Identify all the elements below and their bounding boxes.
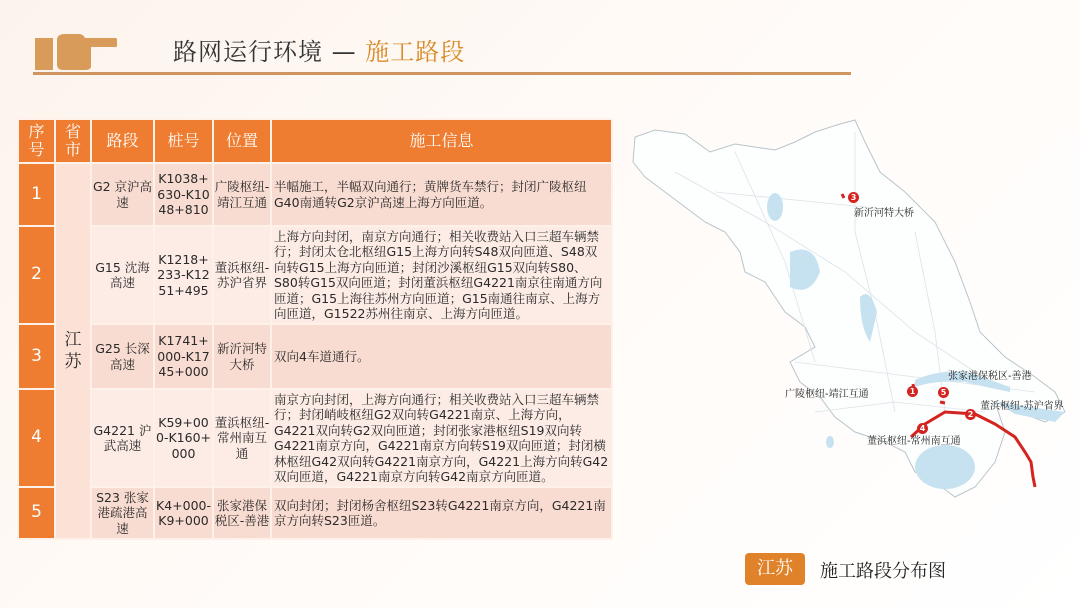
road-cell: G2 京沪高速 xyxy=(91,163,154,226)
province-cell: 江苏 xyxy=(55,163,91,539)
info-cell: 半幅施工，半幅双向通行；黄牌货车禁行；封闭广陵枢纽G40南通转G2京沪高速上海方向匝道。 xyxy=(271,163,612,226)
title-separator: — xyxy=(323,38,366,66)
row-index: 3 xyxy=(18,324,55,389)
col-header-road: 路段 xyxy=(91,119,154,163)
stake-cell: K59+000-K160+000 xyxy=(154,389,213,487)
jiangsu-map xyxy=(615,112,1080,512)
table-header-row xyxy=(18,119,612,163)
marker-3-pin[interactable]: 3 xyxy=(848,192,859,203)
stake-cell: K1218+233-K1251+495 xyxy=(154,226,213,324)
table-row xyxy=(18,163,612,226)
info-cell: 双向封闭；封闭杨舍枢纽S23转G4221南京方向，G4221南京方向转S23匝道。 xyxy=(271,487,612,539)
row-index: 5 xyxy=(18,487,55,539)
map-caption: 施工路段分布图 xyxy=(820,561,946,582)
province-badge: 江苏 xyxy=(745,553,805,585)
marker-2-pin[interactable]: 2 xyxy=(965,409,976,420)
col-header-province: 省市 xyxy=(55,119,91,163)
row-index: 2 xyxy=(18,226,55,324)
title-main: 路网运行环境 xyxy=(173,38,323,66)
road-cell: G15 沈海高速 xyxy=(91,226,154,324)
road-cell: G4221 沪武高速 xyxy=(91,389,154,487)
marker-2-label: 董浜枢纽-苏沪省界 xyxy=(980,401,1064,412)
location-cell: 董浜枢纽-常州南互通 xyxy=(213,389,271,487)
table-row xyxy=(18,324,612,389)
info-cell: 双向4车道通行。 xyxy=(271,324,612,389)
marker-1-pin[interactable]: 1 xyxy=(907,386,918,397)
marker-5-label: 张家港保税区-善港 xyxy=(948,371,1032,382)
marker-1-label: 广陵枢纽-靖江互通 xyxy=(785,389,869,400)
title-accent: 施工路段 xyxy=(365,38,466,66)
stake-cell: K1038+630-K1048+810 xyxy=(154,163,213,226)
province-outline xyxy=(615,112,1080,512)
construction-table xyxy=(17,118,613,540)
col-header-index: 序号 xyxy=(18,119,55,163)
stake-cell: K1741+000-K1745+000 xyxy=(154,324,213,389)
table-row xyxy=(18,487,612,539)
marker-3-label: 新沂河特大桥 xyxy=(854,208,914,219)
row-index: 1 xyxy=(18,163,55,226)
location-cell: 广陵枢纽-靖江互通 xyxy=(213,163,271,226)
stake-cell: K4+000-K9+000 xyxy=(154,487,213,539)
info-cell: 上海方向封闭，南京方向通行；相关收费站入口三超车辆禁行；封闭太仓北枢纽G15上海方向转S48双向匝道、S48双向转G15上海方向匝道；封闭沙溪枢纽G15双向转S80、S80转G15双向匝道；封闭董浜枢纽G4221南京往南通方向匝道；G15上海往苏州方向匝道；G15南通往南京、上海方向匝道，G1522苏州往南京、上海方向匝道。 xyxy=(271,226,612,324)
col-header-stake: 桩号 xyxy=(154,119,213,163)
page-title xyxy=(173,32,465,67)
location-cell: 新沂河特大桥 xyxy=(213,324,271,389)
col-header-location: 位置 xyxy=(213,119,271,163)
row-index: 4 xyxy=(18,389,55,487)
marker-5-pin[interactable]: 5 xyxy=(938,387,949,398)
route-s23 xyxy=(940,402,945,403)
table-row xyxy=(18,389,612,487)
route-g25 xyxy=(842,194,844,198)
marker-4-pin[interactable]: 4 xyxy=(917,423,928,434)
header-divider xyxy=(33,72,851,75)
road-cell: S23 张家港疏港高速 xyxy=(91,487,154,539)
table-row xyxy=(18,226,612,324)
pointing-hand-icon xyxy=(35,32,117,70)
marker-4-label: 董浜枢纽-常州南互通 xyxy=(867,436,961,447)
location-cell: 张家港保税区-善港 xyxy=(213,487,271,539)
location-cell: 董浜枢纽-苏沪省界 xyxy=(213,226,271,324)
col-header-info: 施工信息 xyxy=(271,119,612,163)
info-cell: 南京方向封闭，上海方向通行；相关收费站入口三超车辆禁行；封闭峭岐枢纽G2双向转G4221南京、上海方向，G4221双向转G2双向匝道；封闭张家港枢纽S19双向转G4221南京方向，G4221南京方向转S19双向匝道；封闭横林枢纽G42双向转G4221南京方向，G4221上海方向转G42双向匝道，G4221南京方向转G42南京方向匝道。 xyxy=(271,389,612,487)
road-cell: G25 长深高速 xyxy=(91,324,154,389)
